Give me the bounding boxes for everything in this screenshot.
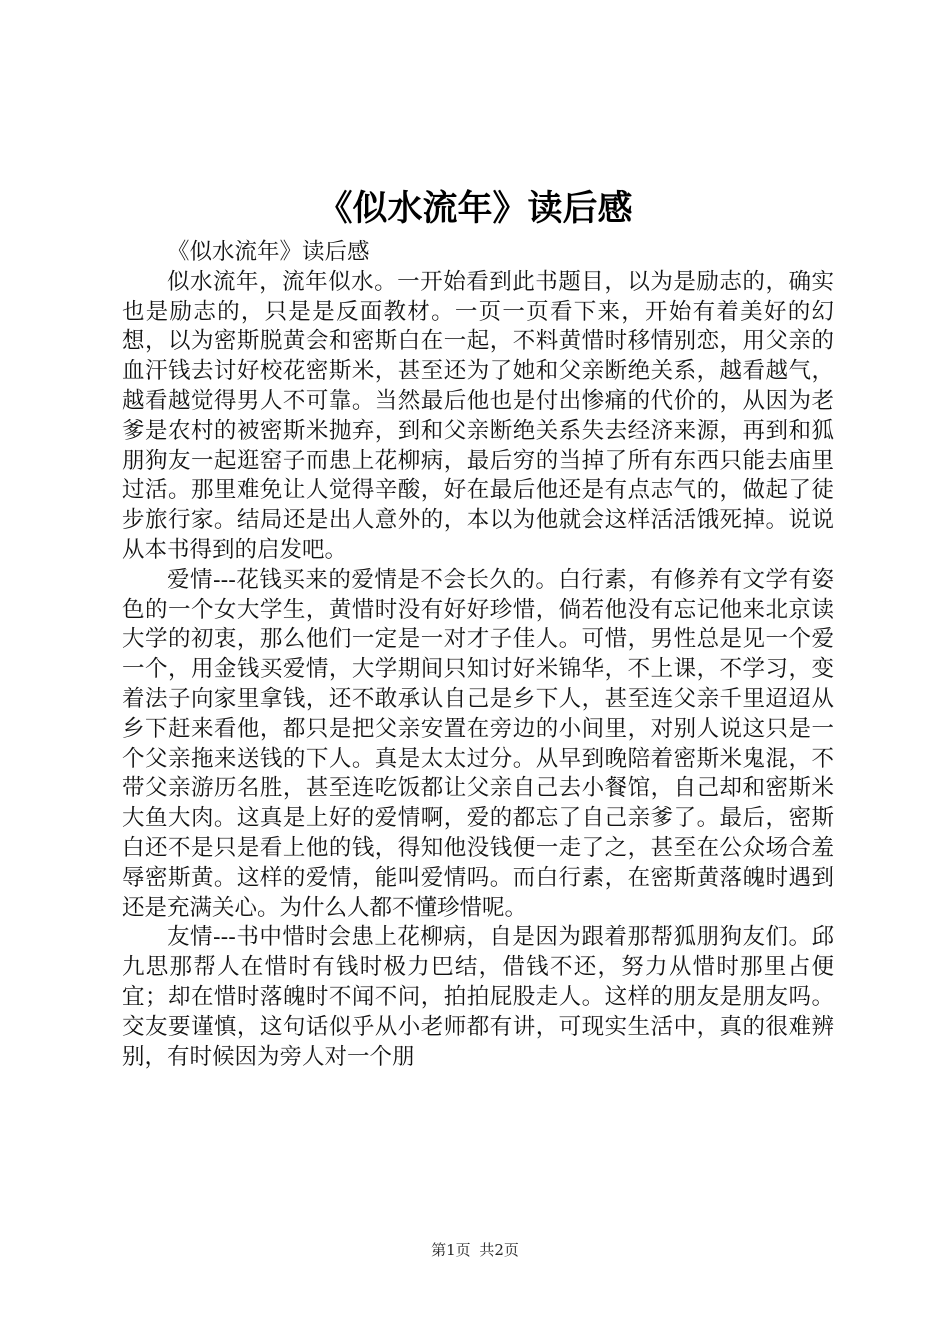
paragraph-love: 爱情---花钱买来的爱情是不会长久的。白行素，有修养有文学有姿色的一个女大学生，黄惜时没有好好珍惜，倘若他没有忘记他来北京读大学的初衷，那么他们一定是一对才子佳人。可惜，男性总是见一个爱一个，用金钱买爱情，大学期间只知讨好米锦华，不上课，不学习，变着法子向家里拿钱，还不敢承认自己是乡下人，甚至连父亲千里迢迢从乡下赶来看他，都只是把父亲安置在旁边的小间里，对别人说这只是一个父亲拖来送钱的下人。真是太太过分。从早到晚陪着密斯米鬼混，不带父亲游历名胜，甚至连吃饭都让父亲自己去小餐馆，自己却和密斯米大鱼大肉。这真是上好的爱情啊，爱的都忘了自己亲爹了。最后，密斯白还不是只是看上他的钱，得知他没钱便一走了之，甚至在公众场合羞辱密斯黄。这样的爱情，能叫爱情吗。而白行素，在密斯黄落魄时遇到还是充满关心。为什么人都不懂珍惜呢。 [122, 566, 834, 921]
page-number: 第1页 [431, 1241, 471, 1259]
document-body [122, 238, 834, 1072]
paragraph-friendship: 友情---书中惜时会患上花柳病，自是因为跟着那帮狐朋狗友们。邱九思那帮人在惜时有钱时极力巴结，借钱不还，努力从惜时那里占便宜；却在惜时落魄时不闻不问，拍拍屁股走人。这样的朋友是朋友吗。交友要谨慎，这句话似乎从小老师都有讲，可现实生活中，真的很难辨别，有时候因为旁人对一个朋 [122, 924, 834, 1070]
paragraph-intro: 似水流年，流年似水。一开始看到此书题目，以为是励志的，确实也是励志的，只是是反面教材。一页一页看下来，开始有着美好的幻想，以为密斯脱黄会和密斯白在一起，不料黄惜时移情别恋，用父亲的血汗钱去讨好校花密斯米，甚至还为了她和父亲断绝关系，越看越气，越看越觉得男人不可靠。当然最后他也是付出惨痛的代价的，从因为老爹是农村的被密斯米抛弃，到和父亲断绝关系失去经济来源，再到和狐朋狗友一起逛窑子而患上花柳病，最后穷的当掉了所有东西只能去庙里过活。那里难免让人觉得辛酸，好在最后他还是有点志气的，做起了徒步旅行家。结局还是出人意外的，本以为他就会这样活活饿死掉。说说从本书得到的启发吧。 [122, 268, 834, 563]
paragraph-subtitle: 《似水流年》读后感 [167, 239, 370, 265]
document-title: 《似水流年》读后感 [317, 188, 633, 229]
page-total: 共2页 [479, 1241, 519, 1259]
page-footer [0, 1240, 950, 1260]
